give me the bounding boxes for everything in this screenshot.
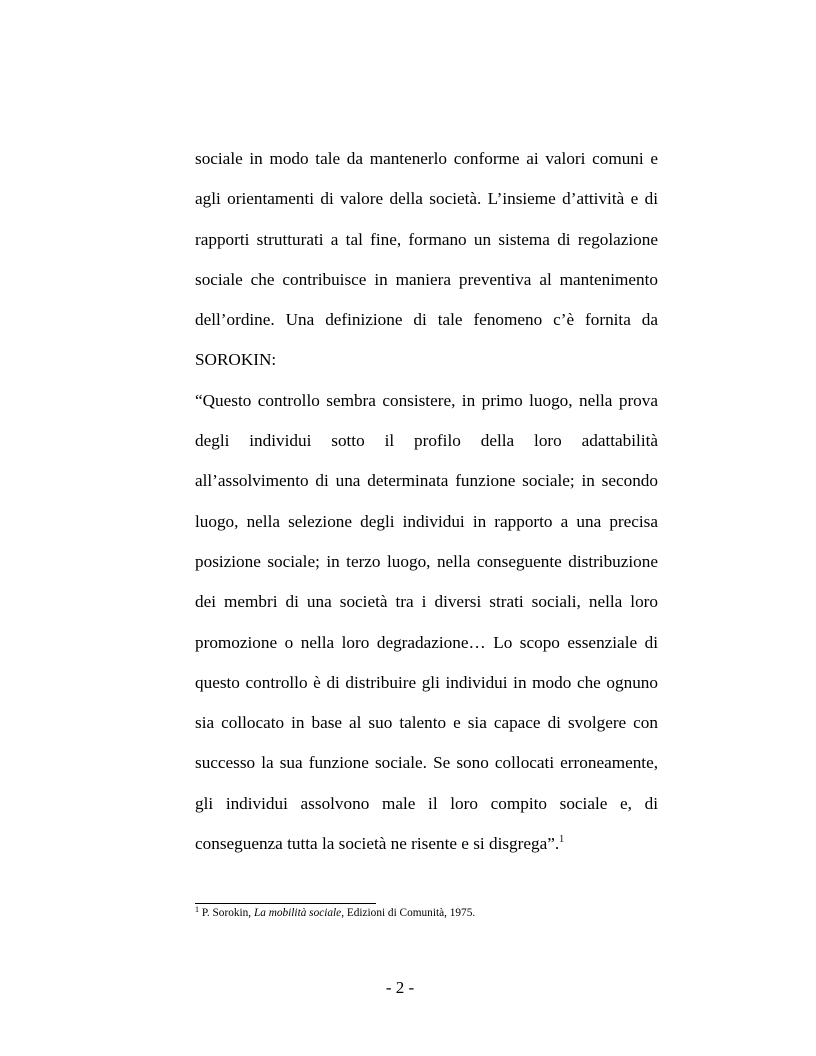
quote-line: degli individui sotto il profilo della loro adattabilità [195, 431, 658, 451]
body-line: dell’ordine. Una definizione di tale fenomeno c’è fornita da [195, 310, 658, 330]
footnote [195, 907, 475, 919]
quote-line: luogo, nella selezione degli individui in rapporto a una precisa [195, 511, 658, 531]
quote-line: promozione o nella loro degradazione… Lo scopo essenziale di [195, 632, 658, 652]
quote-line: “Questo controllo sembra consistere, in primo luogo, nella prova [195, 390, 658, 410]
quote-line: dei membri di una società tra i diversi strati sociali, nella loro [195, 592, 658, 612]
quote-line: successo la sua funzione sociale. Se sono collocati erroneamente, [195, 753, 658, 773]
quote-line-last [195, 827, 658, 867]
body-line: agli orientamenti di valore della società. L’insieme d’attività e di [195, 189, 658, 209]
footnote-separator [195, 903, 376, 904]
body-line: SOROKIN: [195, 350, 277, 370]
footnote-number: 1 [195, 905, 199, 914]
quote-line: gli individui assolvono male il loro compito sociale e, di [195, 793, 658, 813]
body-line: sociale che contribuisce in maniera preventiva al mantenimento [195, 269, 658, 289]
footnote-reference[interactable]: 1 [559, 834, 565, 846]
body-text [195, 142, 658, 867]
footnote-title: La mobilità sociale [253, 907, 342, 919]
footnote-author: P. Sorokin, [201, 907, 252, 919]
quote-line: all’assolvimento di una determinata funzione sociale; in secondo [195, 471, 658, 491]
page-number: - 2 - [385, 978, 415, 997]
quote-line-text: conseguenza tutta la società ne risente e si disgrega”. [195, 834, 560, 854]
footnote-publisher: , Edizioni di Comunità, 1975. [341, 907, 476, 919]
quote-line: sia collocato in base al suo talento e sia capace di svolgere con [195, 713, 658, 733]
quote-line: questo controllo è di distribuire gli individui in modo che ognuno [195, 672, 658, 692]
body-line: sociale in modo tale da mantenerlo conforme ai valori comuni e [195, 149, 658, 168]
quote-line: posizione sociale; in terzo luogo, nella conseguente distribuzione [195, 551, 658, 571]
body-line: rapporti strutturati a tal fine, formano un sistema di regolazione [195, 229, 658, 249]
